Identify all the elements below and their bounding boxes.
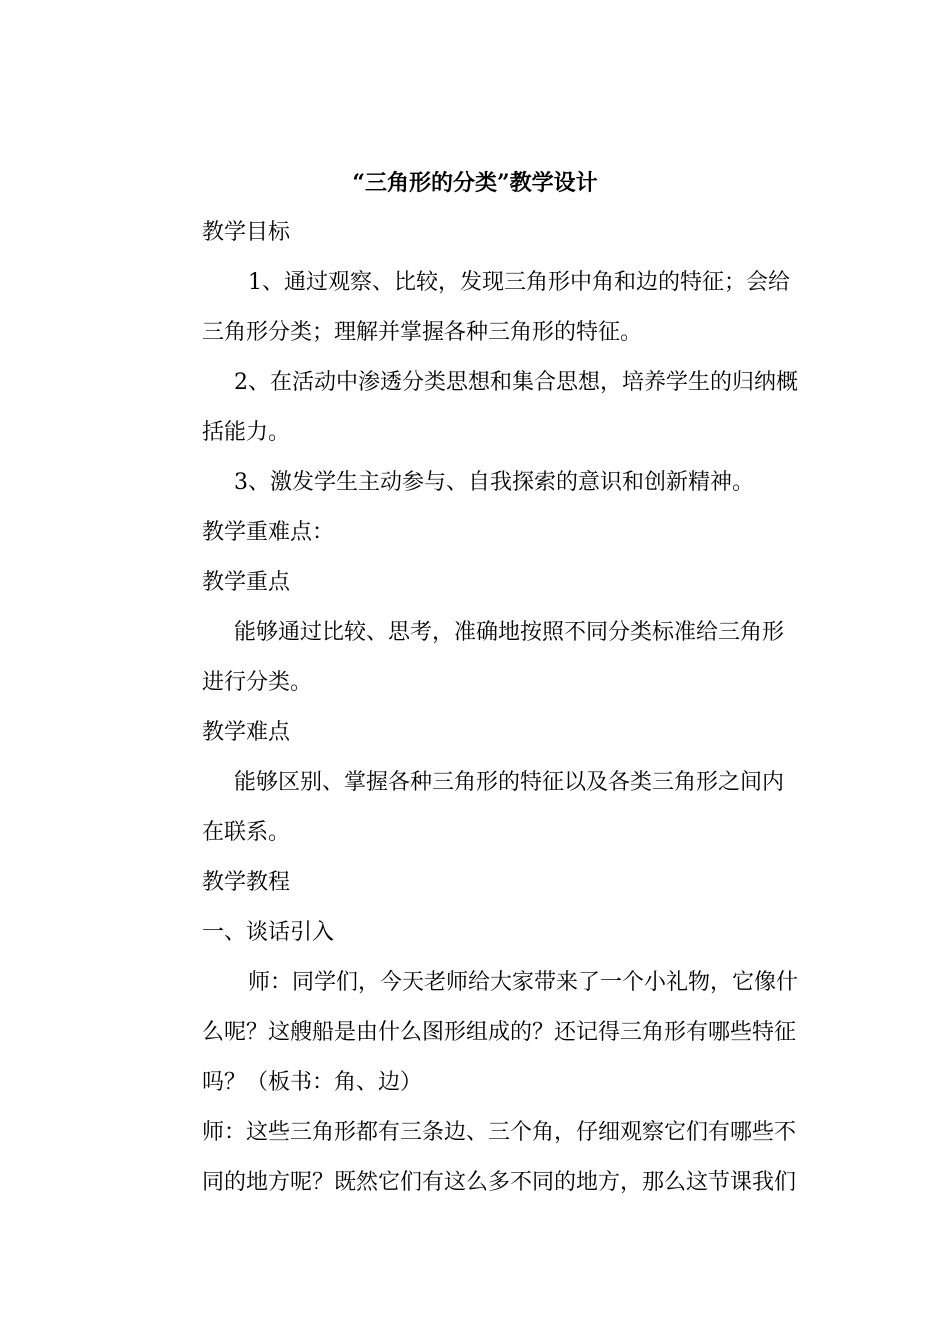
heading-key-points: 教学重点 [202,570,291,595]
paragraph-2-line-1: 师：这些三角形都有三条边、三个角，仔细观察它们有哪些不 [202,1120,797,1145]
paragraph-2-line-2: 同的地方呢？既然它们有这么多不同的地方，那么这节课我们 [202,1170,797,1195]
goal-3-line: 3、激发学生主动参与、自我探索的意识和创新精神。 [234,470,754,495]
heading-difficult-points: 教学难点 [202,720,291,745]
paragraph-1-line-1: 师：同学们，今天老师给大家带来了一个小礼物，它像什 [248,970,799,995]
key-point-line-2: 进行分类。 [202,670,313,695]
key-point-line-1: 能够通过比较、思考，准确地按照不同分类标准给三角形 [234,620,785,645]
goal-1-line-2: 三角形分类；理解并掌握各种三角形的特征。 [202,320,643,345]
difficult-point-line-2: 在联系。 [202,820,291,845]
section-1-heading: 一、谈话引入 [202,920,335,945]
heading-key-and-difficult-points: 教学重难点： [202,520,335,545]
goal-2-line-1: 2、在活动中渗透分类思想和集合思想，培养学生的归纳概 [234,370,798,395]
paragraph-1-line-2: 么呢？这艘船是由什么图形组成的？还记得三角形有哪些特征 [202,1020,797,1045]
paragraph-1-line-3: 吗？（板书：角、边） [202,1070,423,1095]
heading-teaching-goals: 教学目标 [202,220,291,245]
document-title: “三角形的分类”教学设计 [352,170,598,196]
goal-1-line-1: 1、通过观察、比较，发现三角形中角和边的特征；会给 [248,270,790,295]
heading-teaching-process: 教学教程 [202,870,291,895]
difficult-point-line-1: 能够区别、掌握各种三角形的特征以及各类三角形之间内 [234,770,785,795]
goal-2-line-2: 括能力。 [202,420,291,445]
